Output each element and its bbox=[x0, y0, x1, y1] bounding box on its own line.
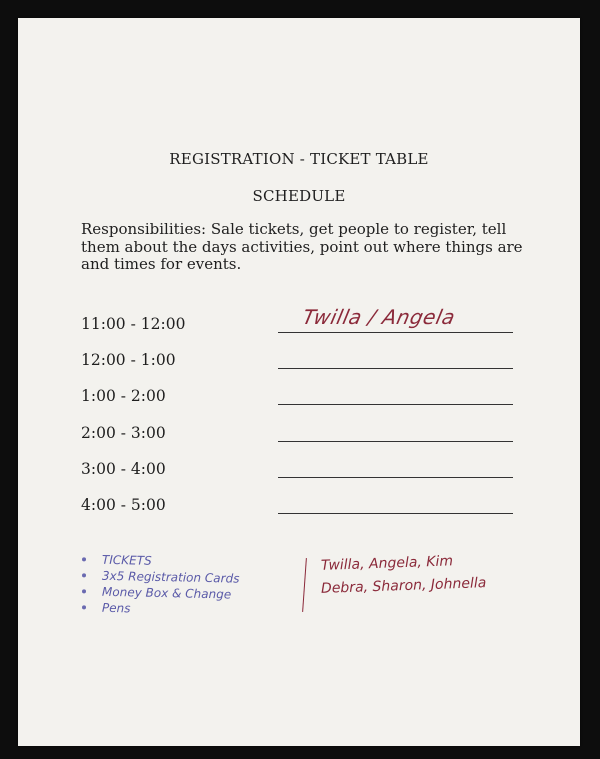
slot-time: 11:00 - 12:00 bbox=[81, 315, 186, 333]
schedule-row bbox=[81, 387, 541, 409]
volunteer-names bbox=[321, 552, 486, 598]
bullet-icon bbox=[82, 557, 86, 561]
document-title: REGISTRATION - TICKET TABLE bbox=[169, 150, 429, 168]
schedule-row bbox=[81, 351, 541, 373]
signup-line bbox=[278, 404, 513, 405]
signup-line bbox=[278, 513, 513, 514]
list-item-label: 3x5 Registration Cards bbox=[101, 568, 240, 586]
schedule-row bbox=[81, 460, 541, 482]
slot-time: 2:00 - 3:00 bbox=[81, 424, 166, 442]
responsibilities-text: Responsibilities: Sale tickets, get people to register, tell them about the days activities, point out where things are and times for events. bbox=[81, 220, 523, 273]
document-subtitle: SCHEDULE bbox=[252, 187, 346, 205]
schedule-row bbox=[81, 424, 541, 446]
list-item bbox=[82, 599, 240, 618]
signup-line bbox=[278, 441, 513, 442]
volunteer-line: Debra, Sharon, Johnella bbox=[320, 575, 487, 597]
slot-time: 1:00 - 2:00 bbox=[81, 387, 166, 405]
bullet-icon bbox=[82, 605, 86, 609]
signup-line bbox=[278, 368, 513, 369]
schedule-row bbox=[81, 496, 541, 518]
list-item-label: TICKETS bbox=[101, 552, 152, 568]
volunteer-line: Twilla, Angela, Kim bbox=[320, 553, 454, 574]
schedule-row bbox=[81, 305, 541, 337]
slot-assignee: Twilla / Angela bbox=[300, 305, 458, 329]
supplies-list bbox=[82, 553, 239, 617]
slot-time: 3:00 - 4:00 bbox=[81, 460, 166, 478]
bullet-icon bbox=[82, 573, 86, 577]
signup-line bbox=[278, 477, 513, 478]
paper-sheet bbox=[18, 18, 580, 746]
signup-line bbox=[278, 332, 513, 333]
list-item-label: Money Box & Change bbox=[101, 584, 232, 602]
bullet-icon bbox=[82, 589, 86, 593]
slot-time: 4:00 - 5:00 bbox=[81, 496, 166, 514]
handwritten-divider bbox=[302, 558, 307, 612]
list-item-label: Pens bbox=[101, 600, 131, 616]
slot-time: 12:00 - 1:00 bbox=[81, 351, 176, 369]
